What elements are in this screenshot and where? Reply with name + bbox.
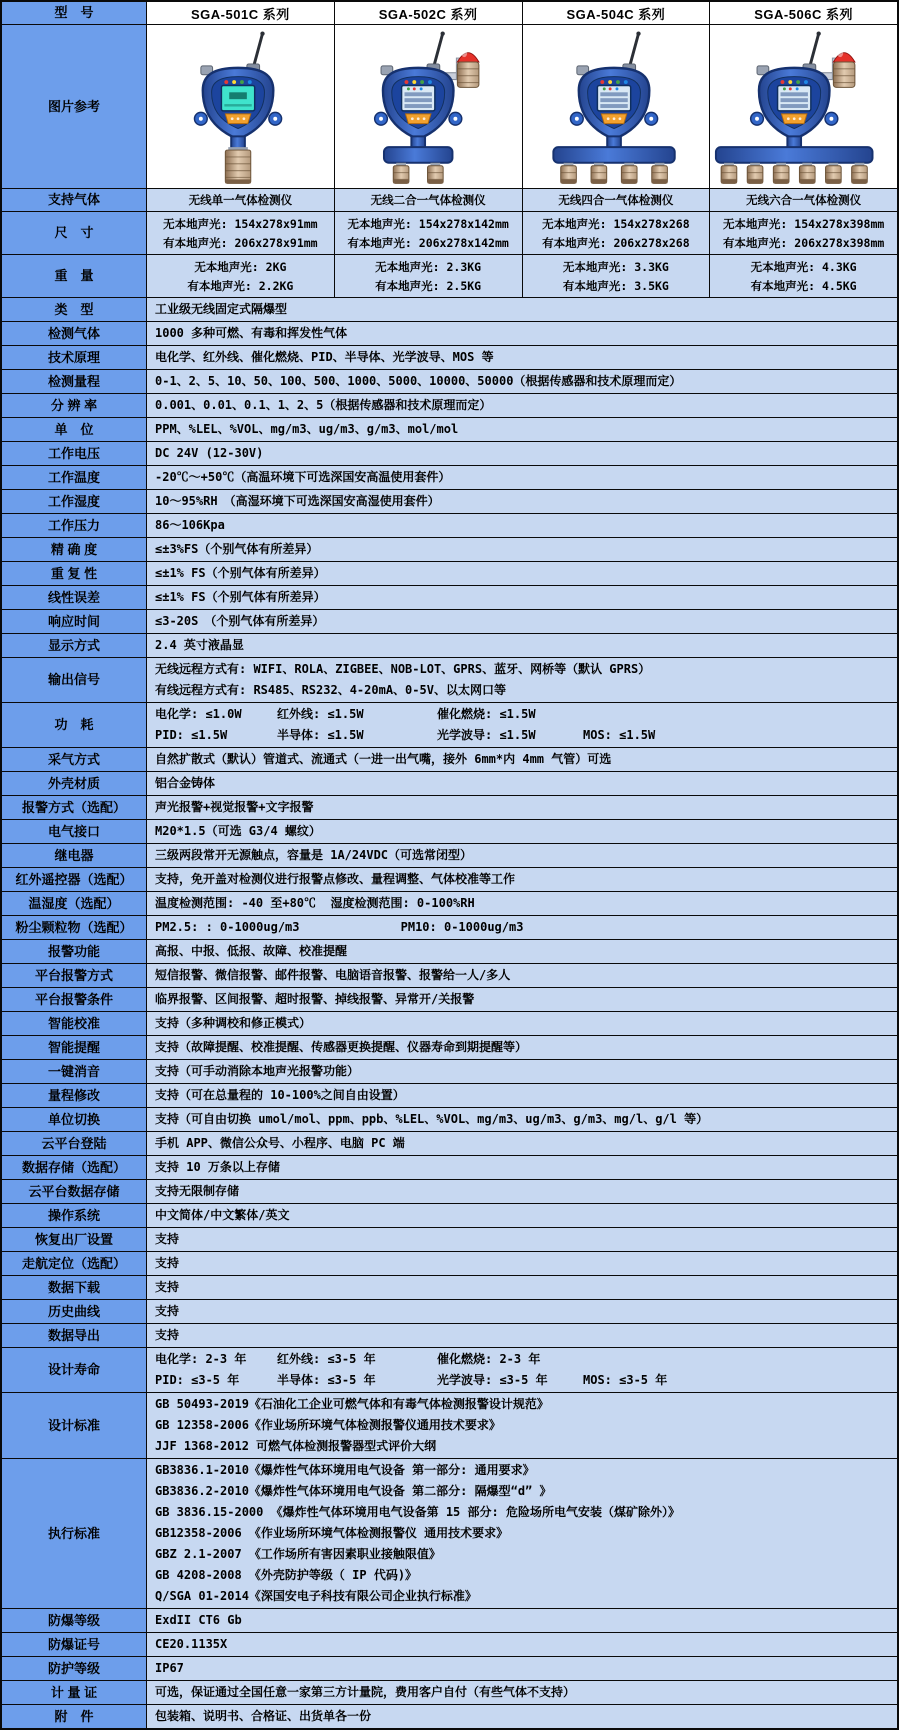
value-line: 有本地声光: 206x278x142mm: [347, 235, 509, 250]
value-line: 2.4 英寸液晶显: [155, 638, 244, 652]
status-led-icon: [225, 80, 229, 84]
status-led-icon: [240, 80, 244, 84]
value-line: 支持: [155, 1280, 180, 1294]
row-label: 历史曲线: [2, 1300, 147, 1323]
value-line: JJF 1368-2012 可燃气体检测报警器型式评价大纲: [155, 1439, 437, 1453]
row-value: [147, 1060, 897, 1083]
value-line: 可选，保证通过全国任意一家第三方计量院，费用客户自付（有些气体不支持）: [155, 1685, 576, 1699]
value-line: PPM、%LEL、%VOL、mg/m3、ug/m3、g/m3、mol/mol: [155, 422, 459, 436]
row-label: 智能提醒: [2, 1036, 147, 1059]
row-label: 走航定位（选配）: [2, 1252, 147, 1275]
row-value: [147, 1459, 897, 1608]
row-value: [147, 610, 897, 633]
spec-row: [2, 417, 897, 441]
spec-row: [2, 1680, 897, 1704]
row-value: [147, 1633, 897, 1656]
value-line: 无本地声光: 4.3KG: [750, 259, 857, 274]
value-segment: MOS: ≤3-5 年: [583, 1373, 668, 1387]
row-value: [147, 1609, 897, 1632]
value-line: 1000 多种可燃、有毒和挥发性气体: [155, 326, 348, 340]
row-value: [147, 346, 897, 369]
value-segment: 催化燃烧: 2-3 年: [437, 1352, 541, 1366]
spec-row: [2, 1704, 897, 1728]
row-value: [147, 1252, 897, 1275]
value-line: 无线远程方式有: WIFI、ROLA、ZIGBEE、NOB-LOT、GPRS、蓝牙、网桥等（默认 GPRS）: [155, 662, 651, 676]
spec-row: [2, 297, 897, 321]
row-label: 重 量: [2, 255, 147, 297]
value-line: 无本地声光: 154x278x398mm: [722, 216, 885, 231]
row-value-cell: [147, 212, 335, 254]
row-label: 单 位: [2, 418, 147, 441]
status-led-icon: [796, 80, 800, 84]
row-label: 操作系统: [2, 1204, 147, 1227]
value-line: 无本地声光: 2.3KG: [375, 259, 482, 274]
product-image-1: [147, 25, 335, 188]
status-led-icon: [608, 80, 612, 84]
value-line: 有本地声光: 3.5KG: [562, 278, 669, 293]
spec-row: [2, 561, 897, 585]
row-value: [147, 1036, 897, 1059]
value-line: Q/SGA 01-2014《深国安电子科技有限公司企业执行标准》: [155, 1589, 477, 1603]
value-line: ≤±3%FS（个别气体有所差异）: [155, 542, 319, 556]
spec-row: [2, 987, 897, 1011]
product-image-4: [710, 25, 897, 188]
row-value: [147, 562, 897, 585]
value-line: 有线远程方式有: RS485、RS232、4-20mA、0-5V、以太网口等: [155, 683, 506, 697]
spec-row: [2, 1632, 897, 1656]
row-label: 云平台登陆: [2, 1132, 147, 1155]
row-value: [147, 1705, 897, 1728]
spec-row: [2, 915, 897, 939]
value-line: CE20.1135X: [155, 1637, 228, 1651]
value-segment: MOS: ≤1.5W: [583, 728, 656, 742]
spec-row: [2, 963, 897, 987]
value-line: 有本地声光: 2.5KG: [375, 278, 482, 293]
spec-row: [2, 465, 897, 489]
value-line: GB3836.2-2010《爆炸性气体环境用电气设备 第二部分: 隔爆型“d” 》: [155, 1484, 552, 1498]
row-value: [147, 466, 897, 489]
row-label: 防爆证号: [2, 1633, 147, 1656]
product-photo: [524, 28, 708, 186]
row-value: [147, 1348, 897, 1392]
row-value: [147, 394, 897, 417]
row-label: 报警功能: [2, 940, 147, 963]
spec-row: [2, 345, 897, 369]
spec-row: [2, 1203, 897, 1227]
row-label: 技术原理: [2, 346, 147, 369]
value-line: GB 4208-2008 《外壳防护等级（ IP 代码)》: [155, 1568, 418, 1582]
value-line: 支持: [155, 1256, 180, 1270]
value-line: GB 50493-2019《石油化工企业可燃气体和有毒气体检测报警设计规范》: [155, 1397, 549, 1411]
row-label: 一键消音: [2, 1060, 147, 1083]
spec-row: [2, 1275, 897, 1299]
row-value: [147, 1012, 897, 1035]
row-value: [147, 514, 897, 537]
value-line: 无本地声光: 154x278x142mm: [347, 216, 509, 231]
status-led-icon: [405, 80, 409, 84]
row-value: [147, 868, 897, 891]
row-label: 工作湿度: [2, 490, 147, 513]
row-value: [147, 442, 897, 465]
value-segment: 半导体: ≤3-5 年: [277, 1373, 376, 1387]
product-image-2: [335, 25, 523, 188]
status-led-icon: [420, 80, 424, 84]
value-line: 86～106Kpa: [155, 518, 225, 532]
row-label: 外壳材质: [2, 772, 147, 795]
spec-row: [2, 211, 897, 254]
row-value-cell: 无线六合一气体检测仪: [710, 189, 897, 211]
row-value: [147, 988, 897, 1011]
value-line: 支持（多种调校和修正模式）: [155, 1016, 312, 1030]
status-led-icon: [624, 80, 628, 84]
value-line: 有本地声光: 206x278x268: [542, 235, 690, 250]
row-label: 类 型: [2, 298, 147, 321]
row-value-cell: [710, 212, 897, 254]
row-label: 检测量程: [2, 370, 147, 393]
value-line: 中文简体/中文繁体/英文: [155, 1208, 290, 1222]
row-label: 工作压力: [2, 514, 147, 537]
spec-row: [2, 891, 897, 915]
spec-row: [2, 441, 897, 465]
row-label: 输出信号: [2, 658, 147, 702]
spec-row: [2, 1323, 897, 1347]
row-label: 智能校准: [2, 1012, 147, 1035]
row-value: [147, 1204, 897, 1227]
row-value: [147, 1393, 897, 1458]
row-label: 防护等级: [2, 1657, 147, 1680]
model-name: SGA-504C 系列: [523, 2, 711, 24]
value-segment: PID: ≤3-5 年: [155, 1373, 240, 1387]
row-label: 功 耗: [2, 703, 147, 747]
row-label: 检测气体: [2, 322, 147, 345]
value-line: 10～95%RH （高湿环境下可选深国安高湿使用套件）: [155, 494, 440, 508]
row-value: [147, 418, 897, 441]
row-value: [147, 748, 897, 771]
row-label: 云平台数据存储: [2, 1180, 147, 1203]
image-row-label: 图片参考: [2, 25, 147, 188]
value-line: 有本地声光: 206x278x91mm: [163, 235, 318, 250]
value-line: 铝合金铸体: [155, 776, 216, 790]
row-value-cell: [335, 212, 523, 254]
row-label: 粉尘颗粒物（选配）: [2, 916, 147, 939]
product-photo: [336, 28, 520, 186]
value-line: 支持（可在总量程的 10-100%之间自由设置）: [155, 1088, 405, 1102]
spec-row: [2, 1347, 897, 1392]
value-line: 支持（可自由切换 umol/mol、ppm、ppb、%LEL、%VOL、mg/m3、ug/m3、g/m3、mg/l、g/l 等）: [155, 1112, 709, 1126]
row-value: [147, 322, 897, 345]
value-line: 临界报警、区间报警、超时报警、掉线报警、异常开/关报警: [155, 992, 475, 1006]
spec-row: [2, 1059, 897, 1083]
value-line: 无本地声光: 2KG: [194, 259, 287, 274]
row-label: 量程修改: [2, 1084, 147, 1107]
value-line: 0.001、0.01、0.1、1、2、5（根据传感器和技术原理而定）: [155, 398, 492, 412]
value-line: [155, 725, 889, 746]
row-value: [147, 1084, 897, 1107]
value-line: 支持: [155, 1304, 180, 1318]
value-line: GB3836.1-2010《爆炸性气体环境用电气设备 第一部分: 通用要求》: [155, 1463, 535, 1477]
status-led-icon: [248, 80, 252, 84]
spec-row: [2, 1392, 897, 1458]
manifold: [384, 147, 453, 163]
spec-row: [2, 188, 897, 211]
row-label: 温湿度（选配）: [2, 892, 147, 915]
row-label: 执行标准: [2, 1459, 147, 1608]
image-reference-row: [2, 24, 897, 188]
value-line: 无本地声光: 3.3KG: [562, 259, 669, 274]
model-header-row: [2, 2, 897, 24]
value-line: [155, 1349, 889, 1370]
value-line: -20℃～+50℃（高温环境下可选深国安高温使用套件）: [155, 470, 451, 484]
row-label: 采气方式: [2, 748, 147, 771]
value-line: [155, 704, 889, 725]
model-name: SGA-506C 系列: [710, 2, 897, 24]
row-label: 线性误差: [2, 586, 147, 609]
row-label: 防爆等级: [2, 1609, 147, 1632]
value-line: DC 24V (12-30V): [155, 446, 264, 460]
row-label: 数据存储（选配）: [2, 1156, 147, 1179]
value-line: 电化学、红外线、催化燃烧、PID、半导体、光学波导、MOS 等: [155, 350, 494, 364]
value-line: 自然扩散式（默认）管道式、流通式（一进一出气嘴，接外 6mm*内 4mm 气管）可选: [155, 752, 612, 766]
status-led-icon: [788, 80, 792, 84]
spec-row: [2, 1227, 897, 1251]
value-segment: 红外线: ≤1.5W: [277, 707, 364, 721]
spec-row: [2, 1083, 897, 1107]
row-label: 计 量 证: [2, 1681, 147, 1704]
row-value: [147, 1657, 897, 1680]
row-value: [147, 964, 897, 987]
spec-row: [2, 1458, 897, 1608]
row-value-cell: [523, 212, 711, 254]
model-name: SGA-502C 系列: [335, 2, 523, 24]
value-line: 0-1、2、5、10、50、100、500、1000、5000、10000、50000（根据传感器和技术原理而定）: [155, 374, 682, 388]
row-value: [147, 916, 897, 939]
status-led-icon: [804, 80, 808, 84]
status-led-icon: [428, 80, 432, 84]
value-line: 支持（可手动消除本地声光报警功能）: [155, 1064, 360, 1078]
product-image-3: [523, 25, 711, 188]
row-label: 电气接口: [2, 820, 147, 843]
spec-row: [2, 1035, 897, 1059]
value-line: 支持，免开盖对检测仪进行报警点修改、量程调整、气体校准等工作: [155, 872, 516, 886]
row-value: [147, 1108, 897, 1131]
row-value-cell: 无线四合一气体检测仪: [523, 189, 711, 211]
value-line: 三级两段常开无源触点，容量是 1A/24VDC（可选常闭型）: [155, 848, 473, 862]
spec-row: [2, 939, 897, 963]
row-value: [147, 1324, 897, 1347]
status-led-icon: [233, 80, 237, 84]
value-segment: 光学波导: ≤1.5W: [437, 728, 536, 742]
value-line: 支持 10 万条以上存储: [155, 1160, 280, 1174]
row-label: 工作温度: [2, 466, 147, 489]
value-line: 包装箱、说明书、合格证、出货单各一份: [155, 1709, 372, 1723]
spec-row: [2, 1179, 897, 1203]
value-line: 支持（故障提醒、校准提醒、传感器更换提醒、仪器寿命到期提醒等）: [155, 1040, 528, 1054]
value-line: 支持: [155, 1328, 180, 1342]
row-value: [147, 796, 897, 819]
row-value: [147, 1132, 897, 1155]
row-label: 单位切换: [2, 1108, 147, 1131]
value-line: 温度检测范围: -40 至+80℃ 湿度检测范围: 0-100%RH: [155, 896, 475, 910]
row-label: 平台报警方式: [2, 964, 147, 987]
status-led-icon: [600, 80, 604, 84]
value-segment: 半导体: ≤1.5W: [277, 728, 364, 742]
value-line: M20*1.5（可选 G3/4 螺纹）: [155, 824, 321, 838]
value-line: IP67: [155, 1661, 184, 1675]
row-value: [147, 586, 897, 609]
row-label: 设计标准: [2, 1393, 147, 1458]
spec-row: [2, 1011, 897, 1035]
value-segment: PID: ≤1.5W: [155, 728, 228, 742]
row-label: 重 复 性: [2, 562, 147, 585]
row-value: [147, 658, 897, 702]
row-value: [147, 1180, 897, 1203]
row-value: [147, 538, 897, 561]
status-led-icon: [412, 80, 416, 84]
value-line: GBZ 2.1-2007 《工作场所有害因素职业接触限值》: [155, 1547, 441, 1561]
value-line: ≤±1% FS（个别气体有所差异）: [155, 566, 326, 580]
row-value: [147, 1156, 897, 1179]
spec-row: [2, 867, 897, 891]
value-line: 声光报警+视觉报警+文字报警: [155, 800, 314, 814]
value-line: [155, 1370, 889, 1391]
spec-row: [2, 489, 897, 513]
spec-row: [2, 843, 897, 867]
row-value: [147, 1228, 897, 1251]
spec-row: [2, 771, 897, 795]
row-label: 红外遥控器（选配）: [2, 868, 147, 891]
value-line: 高报、中报、低报、故障、校准提醒: [155, 944, 348, 958]
manifold: [716, 147, 873, 163]
value-line: 无本地声光: 154x278x91mm: [163, 216, 318, 231]
row-value: [147, 370, 897, 393]
row-value: [147, 1276, 897, 1299]
status-led-icon: [780, 80, 784, 84]
spec-row: [2, 1107, 897, 1131]
value-segment: 电化学: ≤1.0W: [155, 707, 242, 721]
row-value: [147, 703, 897, 747]
value-segment: 催化燃烧: ≤1.5W: [437, 707, 536, 721]
row-value-cell: 无线二合一气体检测仪: [335, 189, 523, 211]
product-photo: [148, 28, 332, 186]
row-value-cell: [335, 255, 523, 297]
value-line: GB12358-2006 《作业场所环境气体检测报警仪 通用技术要求》: [155, 1526, 509, 1540]
status-led-icon: [616, 80, 620, 84]
spec-row: [2, 1155, 897, 1179]
row-label: 精 确 度: [2, 538, 147, 561]
row-value: [147, 820, 897, 843]
spec-row: [2, 585, 897, 609]
value-line: ≤±1% FS（个别气体有所差异）: [155, 590, 326, 604]
value-line: 工业级无线固定式隔爆型: [155, 302, 288, 316]
row-label: 报警方式（选配）: [2, 796, 147, 819]
spec-row: [2, 702, 897, 747]
spec-row: [2, 1656, 897, 1680]
value-line: GB 3836.15-2000 《爆炸性气体环境用电气设备第 15 部分: 危险场所电气安装（煤矿除外）》: [155, 1505, 680, 1519]
value-line: PM2.5: : 0-1000ug/m3 PM10: 0-1000ug/m3: [155, 920, 524, 934]
model-header-label: 型 号: [2, 2, 147, 24]
spec-row: [2, 1299, 897, 1323]
row-value-cell: [147, 255, 335, 297]
row-value: [147, 940, 897, 963]
spec-row: [2, 819, 897, 843]
row-label: 继电器: [2, 844, 147, 867]
row-value-cell: 无线单一气体检测仪: [147, 189, 335, 211]
row-value: [147, 298, 897, 321]
row-value: [147, 634, 897, 657]
spec-row: [2, 609, 897, 633]
row-value: [147, 772, 897, 795]
row-value: [147, 1300, 897, 1323]
row-value-cell: [523, 255, 711, 297]
row-label: 附 件: [2, 1705, 147, 1728]
value-line: 有本地声光: 2.2KG: [187, 278, 294, 293]
row-label: 分 辨 率: [2, 394, 147, 417]
manifold: [553, 147, 674, 163]
value-line: 有本地声光: 206x278x398mm: [722, 235, 885, 250]
row-label: 平台报警条件: [2, 988, 147, 1011]
spec-row: [2, 1251, 897, 1275]
spec-row: [2, 795, 897, 819]
spec-row: [2, 537, 897, 561]
spec-row: [2, 393, 897, 417]
row-label: 尺 寸: [2, 212, 147, 254]
row-label: 响应时间: [2, 610, 147, 633]
spec-row: [2, 254, 897, 297]
value-line: 支持: [155, 1232, 180, 1246]
value-line: 手机 APP、微信公众号、小程序、电脑 PC 端: [155, 1136, 405, 1150]
product-photo: [712, 28, 896, 186]
spec-row: [2, 657, 897, 702]
spec-row: [2, 321, 897, 345]
spec-row: [2, 1608, 897, 1632]
row-label: 恢复出厂设置: [2, 1228, 147, 1251]
row-label: 数据下载: [2, 1276, 147, 1299]
value-segment: 光学波导: ≤3-5 年: [437, 1373, 548, 1387]
row-label: 数据导出: [2, 1324, 147, 1347]
spec-row: [2, 513, 897, 537]
value-line: ExdII CT6 Gb: [155, 1613, 242, 1627]
value-segment: 电化学: 2-3 年: [155, 1352, 247, 1366]
value-line: 无本地声光: 154x278x268: [542, 216, 690, 231]
value-line: ≤3-20S （个别气体有所差异）: [155, 614, 325, 628]
value-line: 支持无限制存储: [155, 1184, 240, 1198]
row-label: 设计寿命: [2, 1348, 147, 1392]
row-value: [147, 490, 897, 513]
spec-row: [2, 1131, 897, 1155]
spec-row: [2, 369, 897, 393]
row-value: [147, 844, 897, 867]
row-label: 支持气体: [2, 189, 147, 211]
row-value: [147, 1681, 897, 1704]
row-value-cell: [710, 255, 897, 297]
spec-row: [2, 747, 897, 771]
row-label: 工作电压: [2, 442, 147, 465]
value-line: 短信报警、微信报警、邮件报警、电脑语音报警、报警给一人/多人: [155, 968, 511, 982]
model-name: SGA-501C 系列: [147, 2, 335, 24]
value-line: 有本地声光: 4.5KG: [750, 278, 857, 293]
row-value: [147, 892, 897, 915]
spec-row: [2, 633, 897, 657]
value-line: GB 12358-2006《作业场所环境气体检测报警仪通用技术要求》: [155, 1418, 501, 1432]
row-label: 显示方式: [2, 634, 147, 657]
value-segment: 红外线: ≤3-5 年: [277, 1352, 376, 1366]
